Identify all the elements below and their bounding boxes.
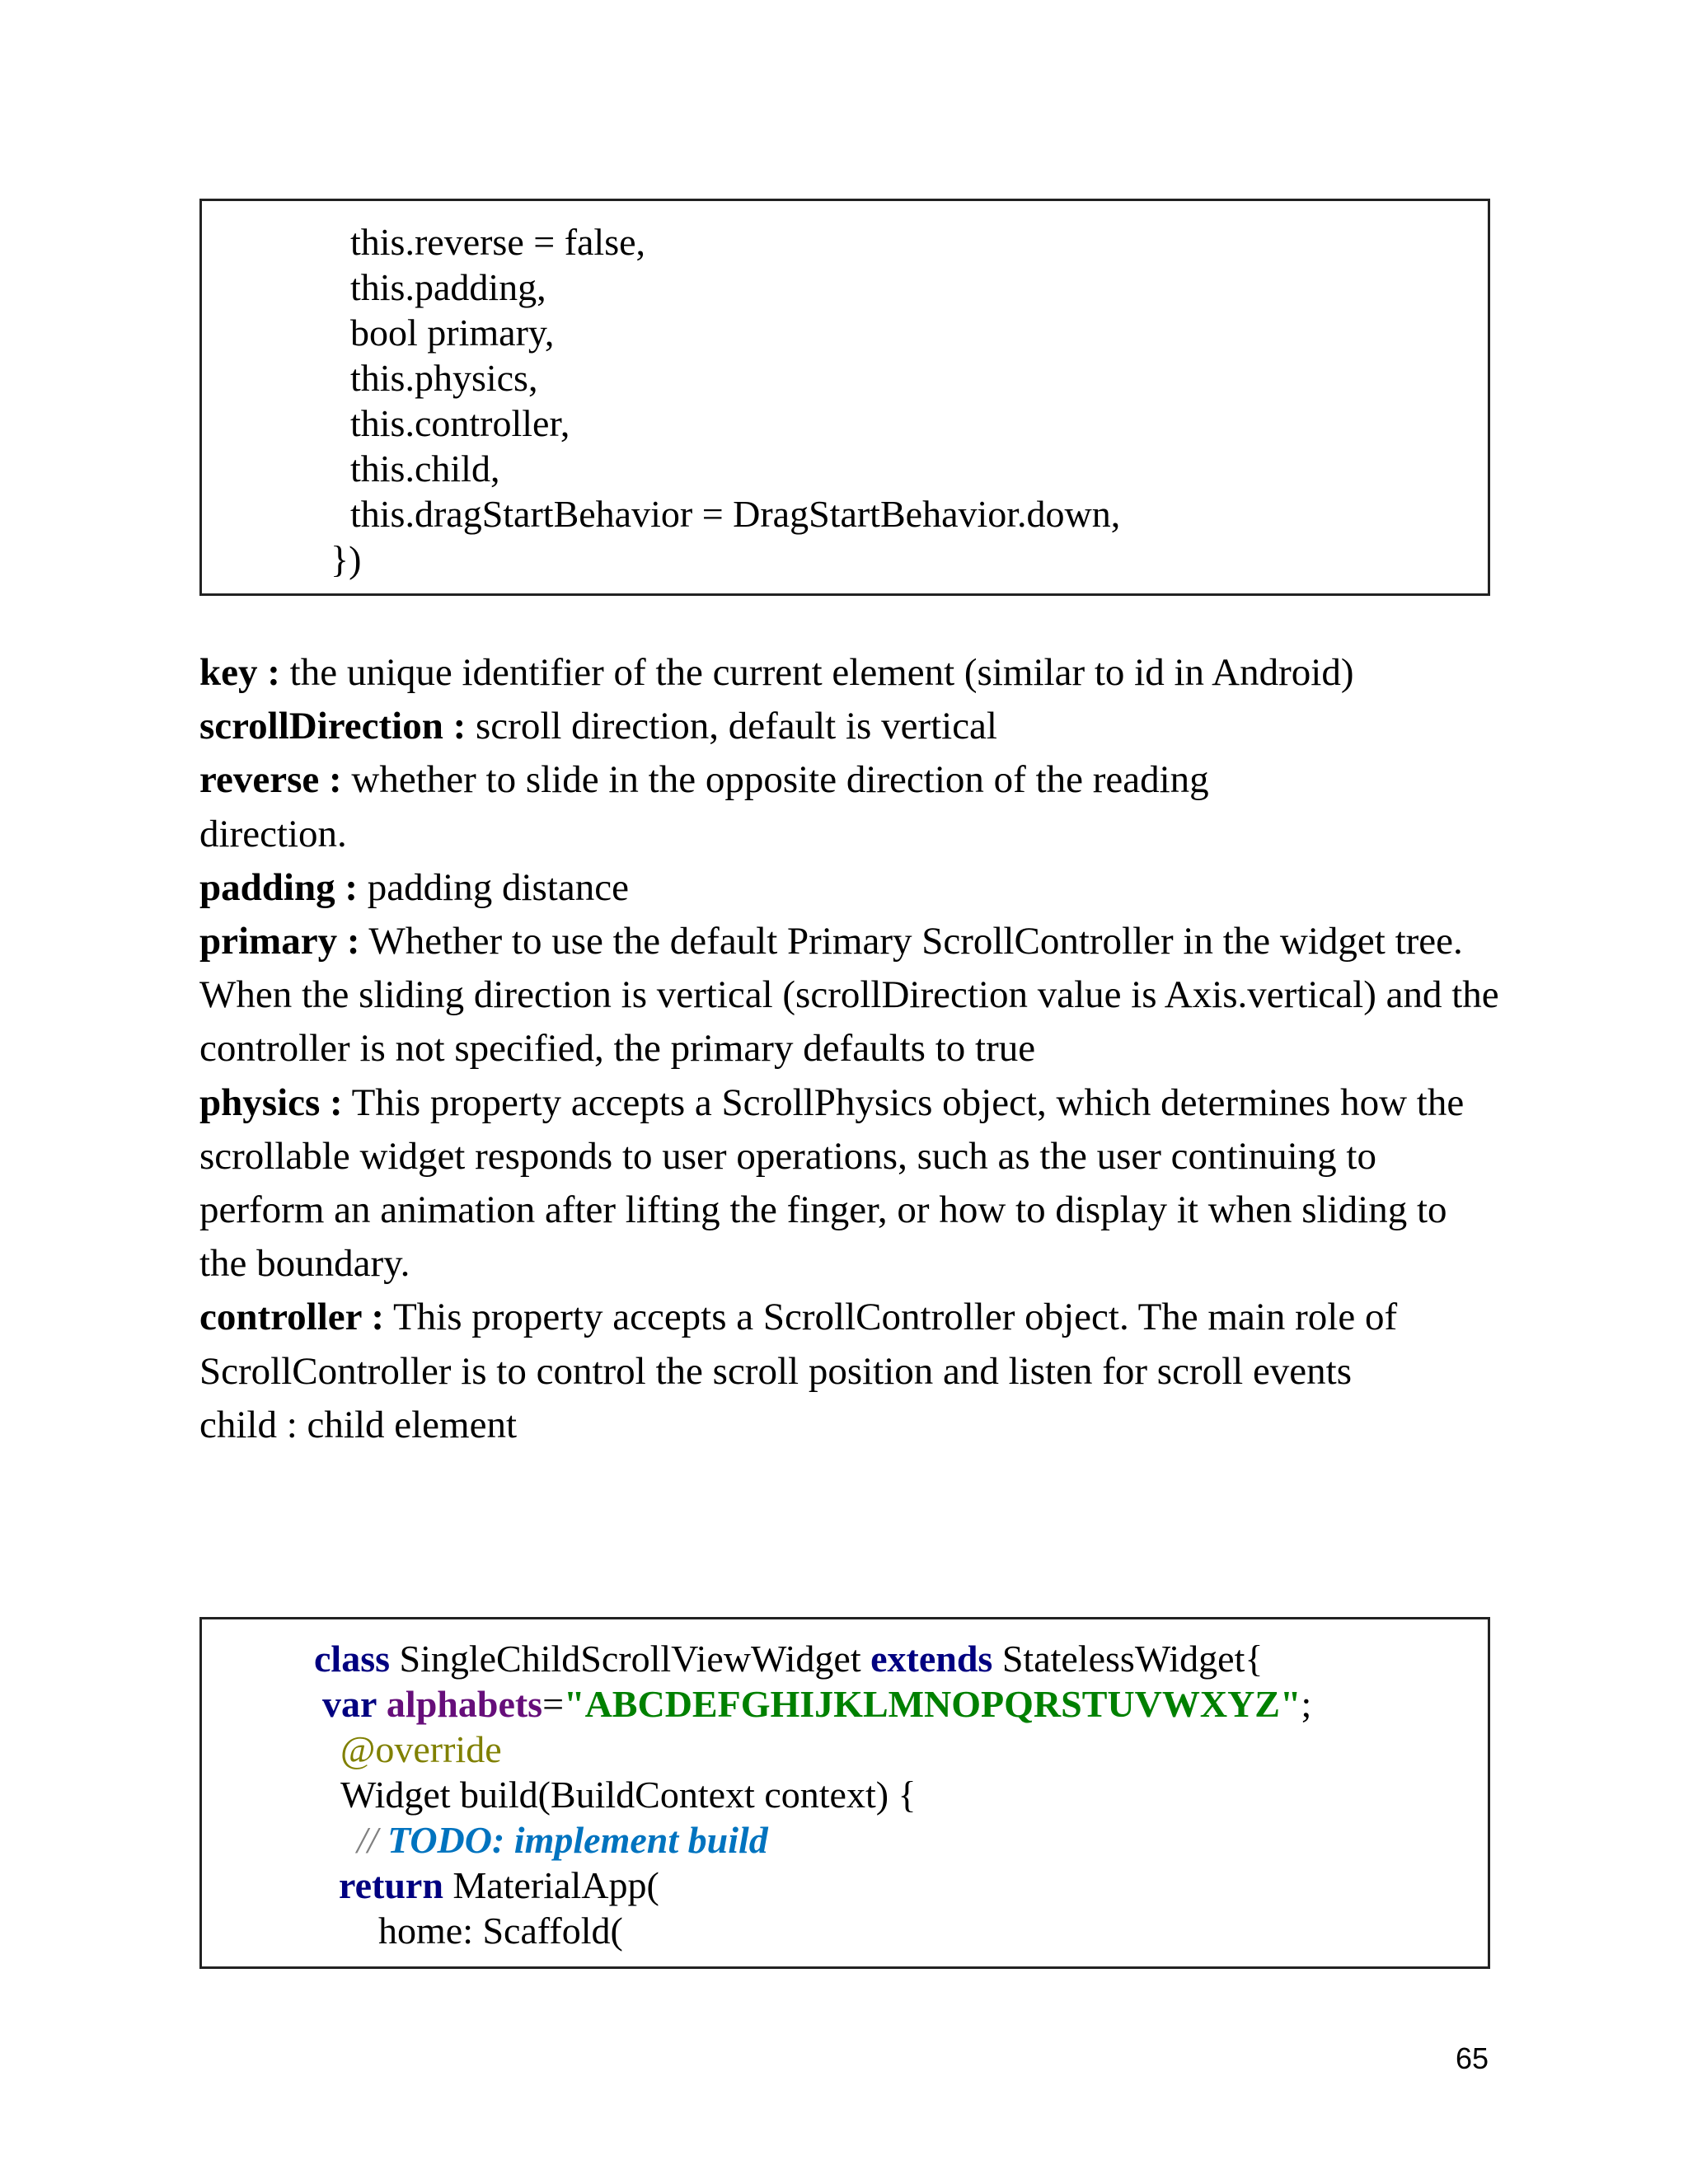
code-text: Widget build(BuildContext context) { [340, 1774, 917, 1816]
property-text: scroll direction, default is vertical [466, 705, 997, 748]
page-number: 65 [1455, 2041, 1489, 2075]
code-line-annotation [202, 1727, 1488, 1772]
property-term: reverse : [199, 758, 342, 802]
code-line-build-signature [202, 1772, 1488, 1817]
field-name: alphabets [386, 1683, 543, 1725]
code-block-constructor-params [199, 199, 1490, 596]
property-child [199, 1399, 1518, 1452]
property-controller [199, 1291, 1518, 1398]
annotation: @override [340, 1728, 502, 1770]
property-text: child : child element [199, 1403, 518, 1446]
code-line-home [202, 1908, 1488, 1953]
code-line: this.padding, [350, 266, 546, 308]
code-line-var-declaration [202, 1681, 1488, 1727]
property-text: Whether to use the default Primary ScrollController in the widget tree. When the sliding direction is vertical (scrollDirection value is Axis.vertical) and the controller is not specified, the primary defaults to true [199, 920, 1499, 1071]
code-line: this.child, [350, 448, 500, 490]
property-term: primary : [199, 920, 360, 963]
property-term: controller : [199, 1296, 385, 1339]
property-text: This property accepts a ScrollPhysics object, which determines how the scrollable widget responds to user operations, such as the user continuing to perform an animation after lifting the finger, or how to display it when sliding to the boundary. [199, 1080, 1465, 1286]
code-line-comment [202, 1817, 1488, 1863]
code-line: this.reverse = false, [350, 221, 646, 263]
code-line: }) [331, 538, 362, 580]
code-block-widget-class [199, 1617, 1490, 1969]
code-text: ; [1301, 1683, 1312, 1725]
code-text: home: Scaffold( [378, 1910, 623, 1952]
todo-comment: TODO: implement build [387, 1819, 768, 1861]
property-text: whether to slide in the opposite direction of the reading direction. [199, 758, 1209, 855]
property-key [199, 646, 1518, 700]
property-descriptions [199, 646, 1518, 1452]
code-text: SingleChildScrollViewWidget [390, 1638, 871, 1680]
keyword: class [314, 1638, 390, 1680]
property-primary [199, 915, 1502, 1076]
property-scroll-direction [199, 700, 1518, 753]
code-line-return [202, 1863, 1488, 1908]
property-text: the unique identifier of the current element (similar to id in Android) [279, 651, 1354, 694]
code-line: this.dragStartBehavior = DragStartBehavior.down, [350, 493, 1121, 535]
property-text: padding distance [358, 865, 629, 909]
code-line: bool primary, [350, 312, 555, 354]
string-literal: "ABCDEFGHIJKLMNOPQRSTUVWXYZ" [564, 1683, 1301, 1725]
property-term: scrollDirection : [199, 705, 467, 748]
code-text: = [542, 1683, 565, 1725]
keyword: return [339, 1864, 443, 1906]
code-line-class-declaration [202, 1636, 1488, 1681]
comment-marker: // [357, 1819, 388, 1861]
property-term: key : [199, 651, 280, 694]
keyword: extends [870, 1638, 993, 1680]
property-text: This property accepts a ScrollController object. The main role of ScrollController is to control the scroll position and listen for scroll events [199, 1296, 1398, 1393]
keyword: var [322, 1683, 377, 1725]
property-reverse [199, 753, 1337, 860]
property-physics [199, 1076, 1502, 1291]
code-text: MaterialApp( [443, 1864, 659, 1906]
property-term: padding : [199, 865, 359, 909]
code-line: this.controller, [350, 402, 570, 444]
code-text: StatelessWidget{ [992, 1638, 1264, 1680]
code-line: this.physics, [350, 357, 538, 399]
property-term: physics : [199, 1080, 343, 1124]
property-padding [199, 861, 1518, 915]
